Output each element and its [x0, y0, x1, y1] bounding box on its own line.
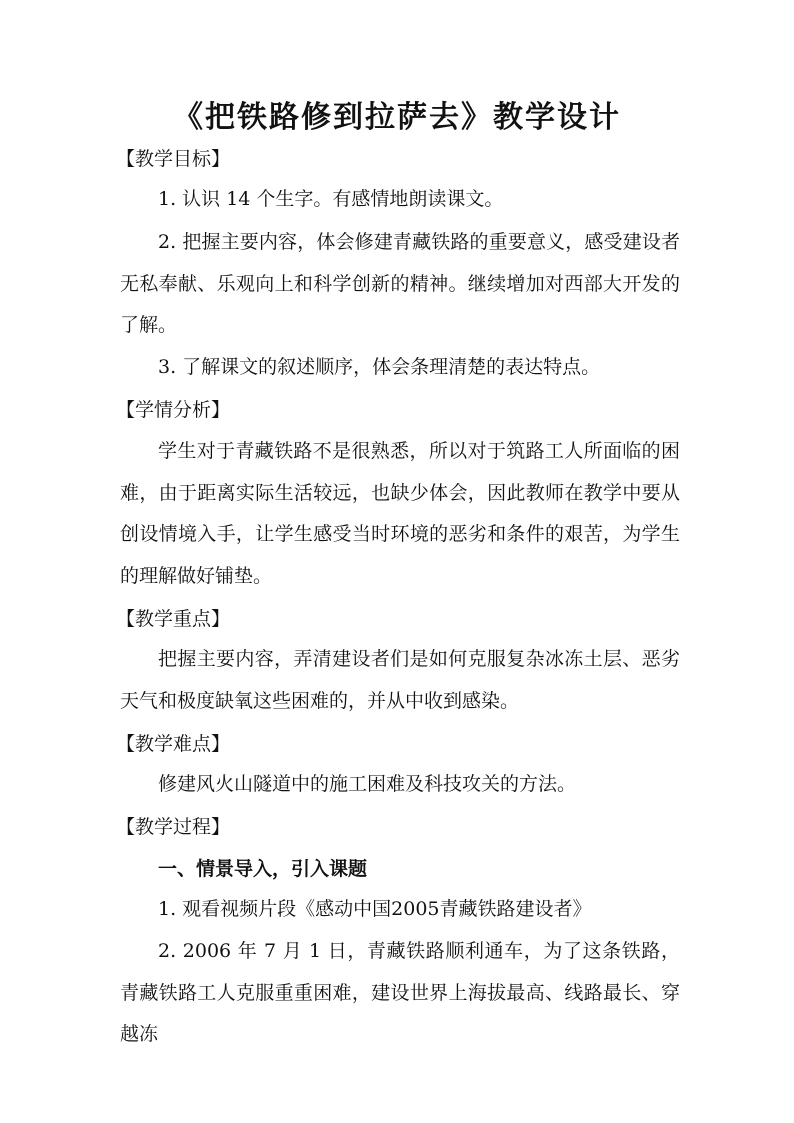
key-points-text: 把握主要内容，弄清建设者们是如何克服复杂冰冻土层、恶劣天气和极度缺氧这些困难的，并从中收到感染。 — [120, 648, 680, 712]
process-item-2: 2. 2006 年 7 月 1 日，青藏铁路顺利通车，为了这条铁路，青藏铁路工人克服重重困难，建设世界上海拔最高、线路最长、穿越冻 — [120, 940, 680, 1045]
analysis-text: 学生对于青藏铁路不是很熟悉，所以对于筑路工人所面临的困难，由于距离实际生活较远，也缺少体会，因此教师在教学中要从创设情境入手，让学生感受当时环境的恶劣和条件的艰苦，为学生的理解做好铺垫。 — [120, 440, 680, 587]
objective-item-1: 1. 认识 14 个生字。有感情地朗读课文。 — [158, 188, 504, 210]
heading-process: 【教学过程】 — [116, 816, 231, 838]
heading-difficulties: 【教学难点】 — [116, 733, 231, 755]
process-item-1: 1. 观看视频片段《感动中国2005青藏铁路建设者》 — [158, 898, 592, 920]
process-step1-heading: 一、情景导入，引入课题 — [158, 858, 368, 880]
heading-key-points: 【教学重点】 — [116, 608, 231, 630]
heading-objectives: 【教学目标】 — [116, 148, 231, 170]
difficulties-text: 修建风火山隧道中的施工困难及科技攻关的方法。 — [158, 773, 577, 795]
objective-item-2: 2. 把握主要内容，体会修建青藏铁路的重要意义，感受建设者无私奉献、乐观向上和科学创新的精神。继续增加对西部大开发的了解。 — [120, 231, 680, 336]
heading-analysis: 【学情分析】 — [116, 399, 231, 421]
document-title: 《把铁路修到拉萨去》教学设计 — [173, 100, 621, 135]
objective-item-3: 3. 了解课文的叙述顺序，体会条理清楚的表达特点。 — [158, 356, 601, 378]
